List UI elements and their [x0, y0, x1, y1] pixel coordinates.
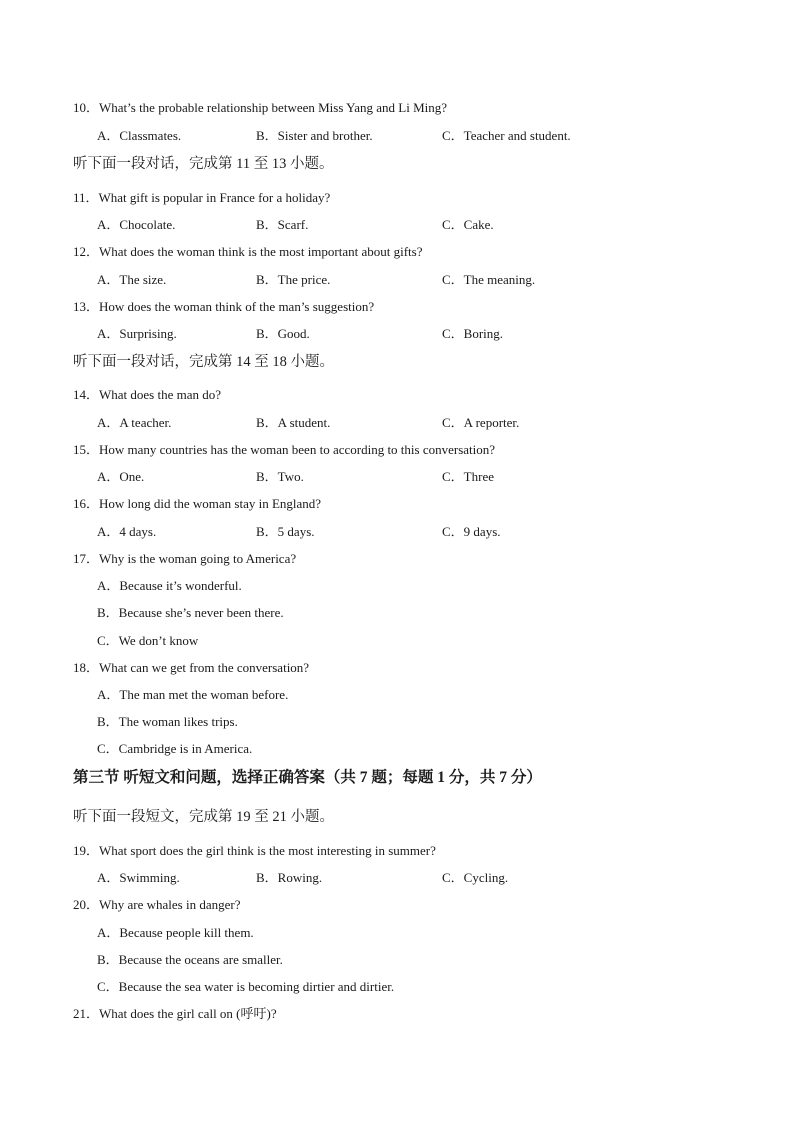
q20-option-b: B．Because the oceans are smaller. [97, 952, 283, 967]
instruction-19-21: 听下面一段短文，完成第 19 至 21 小题。 [73, 809, 334, 825]
q19-option-a: A．Swimming. [97, 870, 180, 885]
q10-option-a: A．Classmates. [97, 128, 182, 143]
question-11: 11．What gift is popular in France for a holiday? [73, 190, 331, 205]
q14-option-c: C．A reporter. [442, 415, 520, 430]
section-3-heading: 第三节 听短文和问题，选择正确答案（共 7 题；每题 1 分，共 7 分） [73, 769, 542, 786]
q10-option-b: B．Sister and brother. [256, 128, 373, 143]
q17-option-b: B．Because she’s never been there. [97, 605, 284, 620]
question-20: 20．Why are whales in danger? [73, 897, 241, 912]
q18-option-b: B．The woman likes trips. [97, 714, 238, 729]
question-15: 15．How many countries has the woman been to according to this conversation? [73, 442, 496, 457]
q12-option-c: C．The meaning. [442, 272, 536, 287]
q20-option-a: A．Because people kill them. [97, 925, 254, 940]
q13-option-c: C．Boring. [442, 326, 504, 341]
q17-option-c: C．We don’t know [97, 633, 199, 648]
q18-option-c: C．Cambridge is in America. [97, 741, 253, 756]
q16-option-b: B．5 days. [256, 524, 315, 539]
q15-option-b: B．Two. [256, 469, 304, 484]
q14-option-b: B．A student. [256, 415, 331, 430]
q19-option-b: B．Rowing. [256, 870, 323, 885]
question-12: 12．What does the woman think is the most important about gifts? [73, 244, 423, 259]
q12-option-a: A．The size. [97, 272, 167, 287]
q11-option-c: C．Cake. [442, 217, 494, 232]
question-13: 13．How does the woman think of the man’s suggestion? [73, 299, 375, 314]
q16-option-c: C．9 days. [442, 524, 501, 539]
question-21: 21．What does the girl call on (呼吁)? [73, 1006, 277, 1021]
q20-option-c: C．Because the sea water is becoming dirtier and dirtier. [97, 979, 395, 994]
question-16: 16．How long did the woman stay in England? [73, 496, 322, 511]
q19-option-c: C．Cycling. [442, 870, 509, 885]
instruction-14-18: 听下面一段对话，完成第 14 至 18 小题。 [73, 354, 334, 370]
q15-option-a: A．One. [97, 469, 145, 484]
q13-option-a: A．Surprising. [97, 326, 177, 341]
question-10: 10．What’s the probable relationship between Miss Yang and Li Ming? [73, 100, 448, 115]
question-19: 19．What sport does the girl think is the most interesting in summer? [73, 843, 436, 858]
instruction-11-13: 听下面一段对话，完成第 11 至 13 小题。 [73, 156, 334, 172]
q10-option-c: C．Teacher and student. [442, 128, 571, 143]
q18-option-a: A．The man met the woman before. [97, 687, 289, 702]
q14-option-a: A．A teacher. [97, 415, 172, 430]
question-17: 17．Why is the woman going to America? [73, 551, 297, 566]
q17-option-a: A．Because it’s wonderful. [97, 578, 242, 593]
q16-option-a: A．4 days. [97, 524, 157, 539]
q12-option-b: B．The price. [256, 272, 331, 287]
q15-option-c: C．Three [442, 469, 494, 484]
q11-option-a: A．Chocolate. [97, 217, 176, 232]
question-14: 14．What does the man do? [73, 387, 222, 402]
question-18: 18．What can we get from the conversation? [73, 660, 310, 675]
q13-option-b: B．Good. [256, 326, 310, 341]
q11-option-b: B．Scarf. [256, 217, 309, 232]
